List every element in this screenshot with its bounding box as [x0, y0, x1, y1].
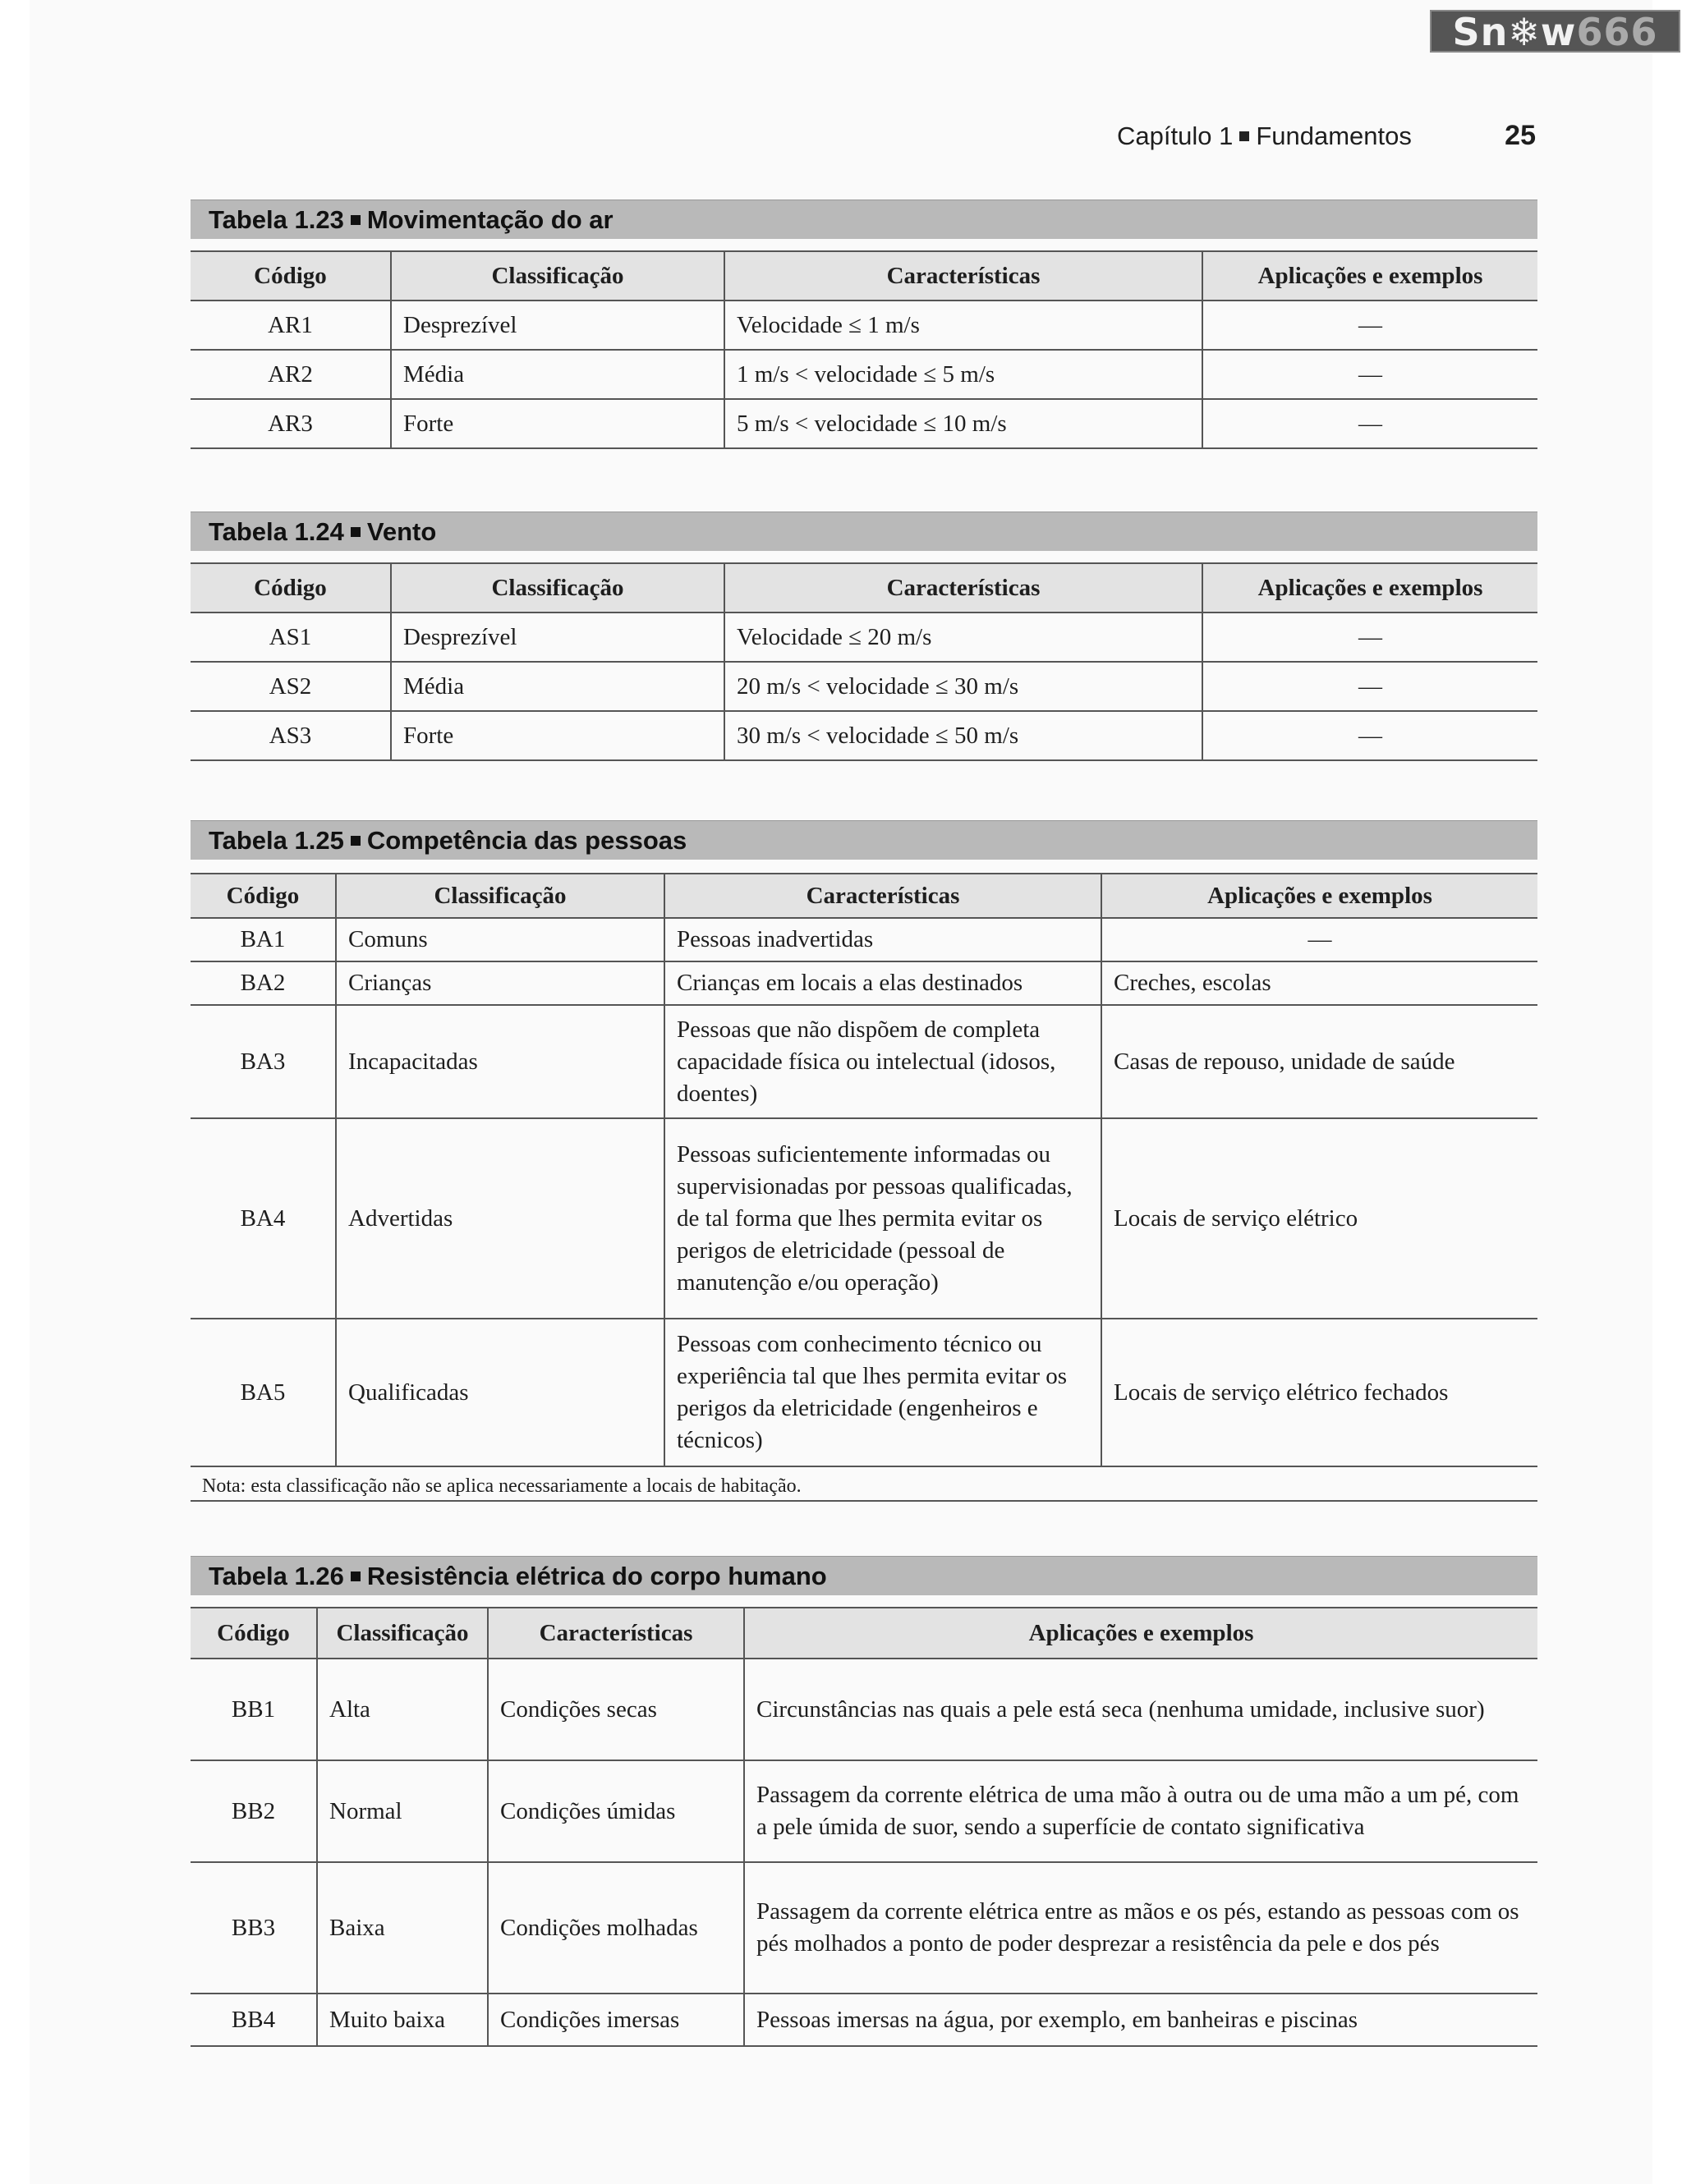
cell-aplicacoes: —	[1202, 350, 1537, 399]
cell-codigo: BA3	[191, 1005, 336, 1118]
cell-aplicacoes: Locais de serviço elétrico fechados	[1101, 1319, 1537, 1466]
cell-aplicacoes: —	[1202, 301, 1537, 350]
watermark-logo: Sn❄w666	[1430, 10, 1680, 53]
cell-caracteristicas: Condições secas	[488, 1659, 744, 1760]
square-bullet-icon	[351, 1571, 361, 1581]
cell-caracteristicas: 1 m/s < velocidade ≤ 5 m/s	[724, 350, 1202, 399]
cell-aplicacoes: Casas de repouso, unidade de saúde	[1101, 1005, 1537, 1118]
table-row	[191, 1760, 1537, 1862]
table-title: Tabela 1.26 Resistência elétrica do corpo humano	[191, 1556, 1537, 1595]
table-header-row	[191, 563, 1537, 613]
col-header-aplicacoes: Aplicações e exemplos	[1101, 874, 1537, 918]
table-row	[191, 1005, 1537, 1118]
col-header-codigo: Código	[191, 251, 391, 301]
cell-aplicacoes: Circunstâncias nas quais a pele está seca (nenhuma umidade, inclusive suor)	[744, 1659, 1537, 1760]
cell-classificacao: Alta	[317, 1659, 488, 1760]
table-row	[191, 350, 1537, 399]
table-1-24	[191, 512, 1537, 761]
col-header-aplicacoes: Aplicações e exemplos	[1202, 251, 1537, 301]
table-row	[191, 1994, 1537, 2046]
table-1-25	[191, 820, 1537, 1502]
table-row	[191, 301, 1537, 350]
col-header-classificacao: Classificação	[317, 1608, 488, 1659]
cell-codigo: AS2	[191, 662, 391, 711]
cell-classificacao: Média	[391, 662, 724, 711]
table-row	[191, 1659, 1537, 1760]
cell-aplicacoes: Passagem da corrente elétrica entre as mãos e os pés, estando as pessoas com os pés molhados a ponto de poder desprezar a resistência da pele e dos pés	[744, 1862, 1537, 1994]
table-row	[191, 1118, 1537, 1319]
table-1-23	[191, 200, 1537, 449]
cell-codigo: AS1	[191, 613, 391, 662]
cell-aplicacoes: Pessoas imersas na água, por exemplo, em banheiras e piscinas	[744, 1994, 1537, 2046]
cell-codigo: BA5	[191, 1319, 336, 1466]
cell-caracteristicas: 20 m/s < velocidade ≤ 30 m/s	[724, 662, 1202, 711]
cell-classificacao: Forte	[391, 399, 724, 448]
cell-classificacao: Desprezível	[391, 301, 724, 350]
running-header	[1117, 120, 1536, 153]
cell-codigo: BB1	[191, 1659, 317, 1760]
col-header-codigo: Código	[191, 874, 336, 918]
cell-classificacao: Crianças	[336, 961, 664, 1005]
table-title: Tabela 1.24 Vento	[191, 512, 1537, 551]
square-bullet-icon	[351, 215, 361, 225]
cell-caracteristicas: Pessoas com conhecimento técnico ou experiência tal que lhes permita evitar os perigos da eletricidade (engenheiros e técnicos)	[664, 1319, 1101, 1466]
cell-caracteristicas: Pessoas suficientemente informadas ou supervisionadas por pessoas qualificadas, de tal forma que lhes permita evitar os perigos de eletricidade (pessoal de manutenção e/ou operação)	[664, 1118, 1101, 1319]
col-header-codigo: Código	[191, 563, 391, 613]
cell-classificacao: Comuns	[336, 918, 664, 961]
cell-aplicacoes: Passagem da corrente elétrica de uma mão à outra ou de uma mão a um pé, com a pele úmida de suor, sendo a superfície de contato significativa	[744, 1760, 1537, 1862]
cell-caracteristicas: Condições úmidas	[488, 1760, 744, 1862]
table-note: Nota: esta classificação não se aplica necessariamente a locais de habitação.	[191, 1467, 1537, 1502]
col-header-classificacao: Classificação	[336, 874, 664, 918]
cell-codigo: AS3	[191, 711, 391, 760]
table-row	[191, 662, 1537, 711]
col-header-classificacao: Classificação	[391, 563, 724, 613]
chapter-heading: Capítulo 1 Fundamentos	[1117, 122, 1412, 150]
table-row	[191, 918, 1537, 961]
cell-codigo: BB3	[191, 1862, 317, 1994]
cell-aplicacoes: —	[1202, 613, 1537, 662]
square-bullet-icon	[1239, 131, 1249, 141]
table-row	[191, 613, 1537, 662]
table-header-row	[191, 874, 1537, 918]
cell-caracteristicas: 5 m/s < velocidade ≤ 10 m/s	[724, 399, 1202, 448]
col-header-aplicacoes: Aplicações e exemplos	[744, 1608, 1537, 1659]
cell-classificacao: Normal	[317, 1760, 488, 1862]
table-row	[191, 961, 1537, 1005]
cell-codigo: BA2	[191, 961, 336, 1005]
square-bullet-icon	[351, 836, 361, 846]
table-1-26	[191, 1556, 1537, 2047]
col-header-caracteristicas: Características	[488, 1608, 744, 1659]
cell-codigo: BB2	[191, 1760, 317, 1862]
cell-aplicacoes: —	[1101, 918, 1537, 961]
cell-caracteristicas: Velocidade ≤ 1 m/s	[724, 301, 1202, 350]
cell-classificacao: Incapacitadas	[336, 1005, 664, 1118]
cell-caracteristicas: Velocidade ≤ 20 m/s	[724, 613, 1202, 662]
cell-caracteristicas: Condições imersas	[488, 1994, 744, 2046]
table-row	[191, 399, 1537, 448]
cell-codigo: AR1	[191, 301, 391, 350]
cell-classificacao: Forte	[391, 711, 724, 760]
cell-aplicacoes: —	[1202, 662, 1537, 711]
cell-aplicacoes: —	[1202, 399, 1537, 448]
square-bullet-icon	[351, 527, 361, 537]
cell-aplicacoes: Locais de serviço elétrico	[1101, 1118, 1537, 1319]
cell-classificacao: Média	[391, 350, 724, 399]
table-row	[191, 1319, 1537, 1466]
cell-codigo: AR3	[191, 399, 391, 448]
cell-classificacao: Baixa	[317, 1862, 488, 1994]
col-header-aplicacoes: Aplicações e exemplos	[1202, 563, 1537, 613]
col-header-caracteristicas: Características	[724, 251, 1202, 301]
cell-classificacao: Advertidas	[336, 1118, 664, 1319]
col-header-codigo: Código	[191, 1608, 317, 1659]
cell-classificacao: Desprezível	[391, 613, 724, 662]
cell-codigo: BA4	[191, 1118, 336, 1319]
table-row	[191, 711, 1537, 760]
cell-aplicacoes: —	[1202, 711, 1537, 760]
col-header-caracteristicas: Características	[724, 563, 1202, 613]
table-header-row	[191, 1608, 1537, 1659]
cell-classificacao: Muito baixa	[317, 1994, 488, 2046]
page-number: 25	[1505, 120, 1536, 151]
cell-codigo: AR2	[191, 350, 391, 399]
cell-aplicacoes: Creches, escolas	[1101, 961, 1537, 1005]
cell-caracteristicas: Crianças em locais a elas destinados	[664, 961, 1101, 1005]
table-row	[191, 1862, 1537, 1994]
cell-caracteristicas: Condições molhadas	[488, 1862, 744, 1994]
table-title: Tabela 1.23 Movimentação do ar	[191, 200, 1537, 239]
cell-caracteristicas: Pessoas inadvertidas	[664, 918, 1101, 961]
cell-codigo: BA1	[191, 918, 336, 961]
cell-codigo: BB4	[191, 1994, 317, 2046]
cell-caracteristicas: 30 m/s < velocidade ≤ 50 m/s	[724, 711, 1202, 760]
table-header-row	[191, 251, 1537, 301]
col-header-classificacao: Classificação	[391, 251, 724, 301]
cell-caracteristicas: Pessoas que não dispõem de completa capacidade física ou intelectual (idosos, doentes)	[664, 1005, 1101, 1118]
col-header-caracteristicas: Características	[664, 874, 1101, 918]
table-title: Tabela 1.25 Competência das pessoas	[191, 820, 1537, 860]
cell-classificacao: Qualificadas	[336, 1319, 664, 1466]
